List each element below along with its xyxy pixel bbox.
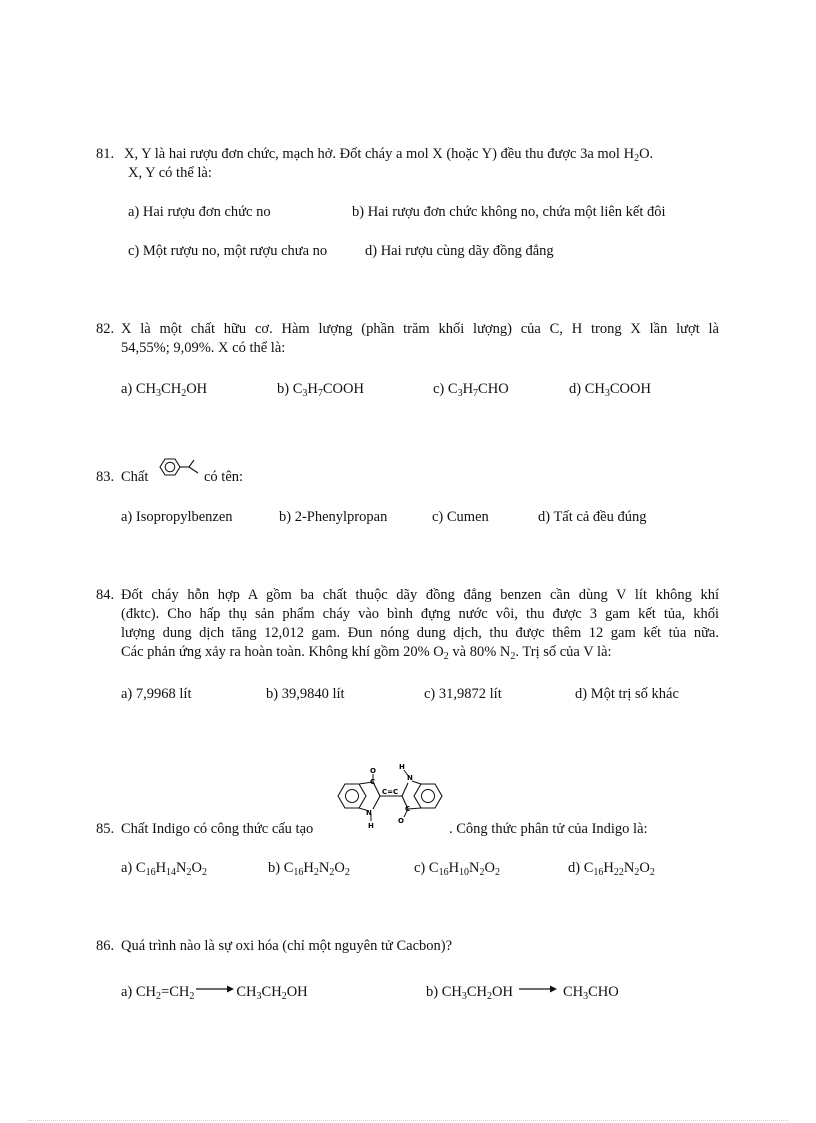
isopropylbenzene-structure bbox=[157, 456, 201, 478]
question-text: Chất bbox=[121, 469, 149, 485]
option-b[interactable]: b) 2-Phenylpropan bbox=[279, 509, 388, 525]
question-text-line: 54,55%; 9,09%. X có thể là: bbox=[121, 340, 286, 356]
option-c[interactable]: c) $C_{16}H_{10}N_2O_2$ bbox=[414, 860, 501, 878]
option-c[interactable]: c) Cumen bbox=[432, 509, 489, 525]
question-number: 85. bbox=[96, 821, 115, 837]
option-b[interactable]: b) Hai rượu đơn chức không no, chứa một liên kết đôi bbox=[352, 204, 666, 220]
option-b[interactable]: b) $C_{16}H_2N_2O_2$ bbox=[268, 860, 350, 878]
question-number: 83. bbox=[96, 469, 115, 485]
question-text-line: X, Y là hai rượu đơn chức, mạch hở. Đốt cháy a mol X (hoặc Y) đều thu được 3a mol $H_2O$. bbox=[124, 146, 654, 164]
option-a[interactable]: a) $CH_2=CH_2$ $CH_3CH_2OH$ bbox=[121, 984, 308, 1002]
option-a[interactable]: a) 7,9968 lít bbox=[121, 686, 192, 702]
option-d[interactable]: d) Tất cả đều đúng bbox=[538, 509, 647, 525]
question-text: có tên: bbox=[204, 469, 244, 485]
option-d[interactable]: d) Một trị số khác bbox=[575, 686, 679, 702]
option-c[interactable]: c) 31,9872 lít bbox=[424, 686, 502, 702]
question-text-line: (đktc). Cho hấp thụ sản phẩm cháy vào bình đựng nước vôi, thu được 3 gam kết tủa, khối bbox=[121, 606, 719, 622]
option-b[interactable]: b) 39,9840 lít bbox=[266, 686, 345, 702]
question-number: 82. bbox=[96, 321, 115, 337]
reaction-arrow-icon bbox=[519, 985, 557, 993]
option-c[interactable]: c) Một rượu no, một rượu chưa no bbox=[128, 243, 328, 259]
question-text-line: X, Y có thể là: bbox=[128, 165, 212, 181]
hydrogen-label: H bbox=[399, 764, 405, 771]
option-d[interactable]: d) $CH_3COOH$ bbox=[569, 381, 651, 399]
question-text: Chất Indigo có công thức cấu tạo bbox=[121, 821, 314, 837]
option-a[interactable]: a) Isopropylbenzen bbox=[121, 509, 233, 525]
question-number: 86. bbox=[96, 938, 115, 954]
option-b[interactable]: b) $CH_3CH_2OH$ $CH_3CHO$ bbox=[426, 984, 619, 1002]
reaction-arrow-icon bbox=[196, 985, 234, 993]
question-text-line: X là một chất hữu cơ. Hàm lượng (phần trăm khối lượng) của C, H trong X lần lượt là bbox=[121, 321, 719, 337]
option-d[interactable]: d) $C_{16}H_{22}N_2O_2$ bbox=[568, 860, 655, 878]
question-number: 84. bbox=[96, 587, 115, 603]
oxygen-label: O bbox=[370, 767, 376, 775]
question-text: . Công thức phân tử của Indigo là: bbox=[449, 821, 648, 837]
question-text-line: Đốt cháy hỗn hợp A gồm ba chất thuộc dãy đồng đẳng benzen cần dùng V lít không khí bbox=[121, 587, 719, 603]
question-text-line: lượng dung dịch tăng 12,012 gam. Đun nóng dung dịch, thu được thêm 12 gam kết tủa nữa. bbox=[121, 625, 719, 641]
option-c[interactable]: c) $C_3H_7CHO$ bbox=[433, 381, 509, 399]
option-a[interactable]: a) Hai rượu đơn chức no bbox=[128, 204, 271, 220]
question-text-line: Các phản ứng xảy ra hoàn toàn. Không khí gồm 20% $O_2$ và 80% $N_2$. Trị số của V là: bbox=[121, 644, 612, 662]
nitrogen-label: N bbox=[366, 809, 372, 817]
question-number: 81. bbox=[96, 146, 115, 162]
carbon-label: C bbox=[405, 805, 411, 813]
option-a[interactable]: a) $C_{16}H_{14}N_2O_2$ bbox=[121, 860, 208, 878]
carbon-label: C bbox=[370, 778, 376, 786]
indigo-structure bbox=[332, 764, 448, 832]
hydrogen-label: H bbox=[368, 822, 374, 830]
option-b[interactable]: b) $C_3H_7COOH$ bbox=[277, 381, 364, 399]
oxygen-label: O bbox=[398, 817, 404, 825]
question-text: Quá trình nào là sự oxi hóa (chỉ một nguyên tử Cacbon)? bbox=[121, 938, 453, 954]
option-a[interactable]: a) $CH_3CH_2OH$ bbox=[121, 381, 208, 399]
option-d[interactable]: d) Hai rượu cùng dãy đồng đẳng bbox=[365, 243, 554, 259]
double-bond-label: C=C bbox=[382, 788, 399, 796]
nitrogen-label: N bbox=[407, 774, 413, 782]
page-bottom-divider bbox=[28, 1120, 788, 1121]
